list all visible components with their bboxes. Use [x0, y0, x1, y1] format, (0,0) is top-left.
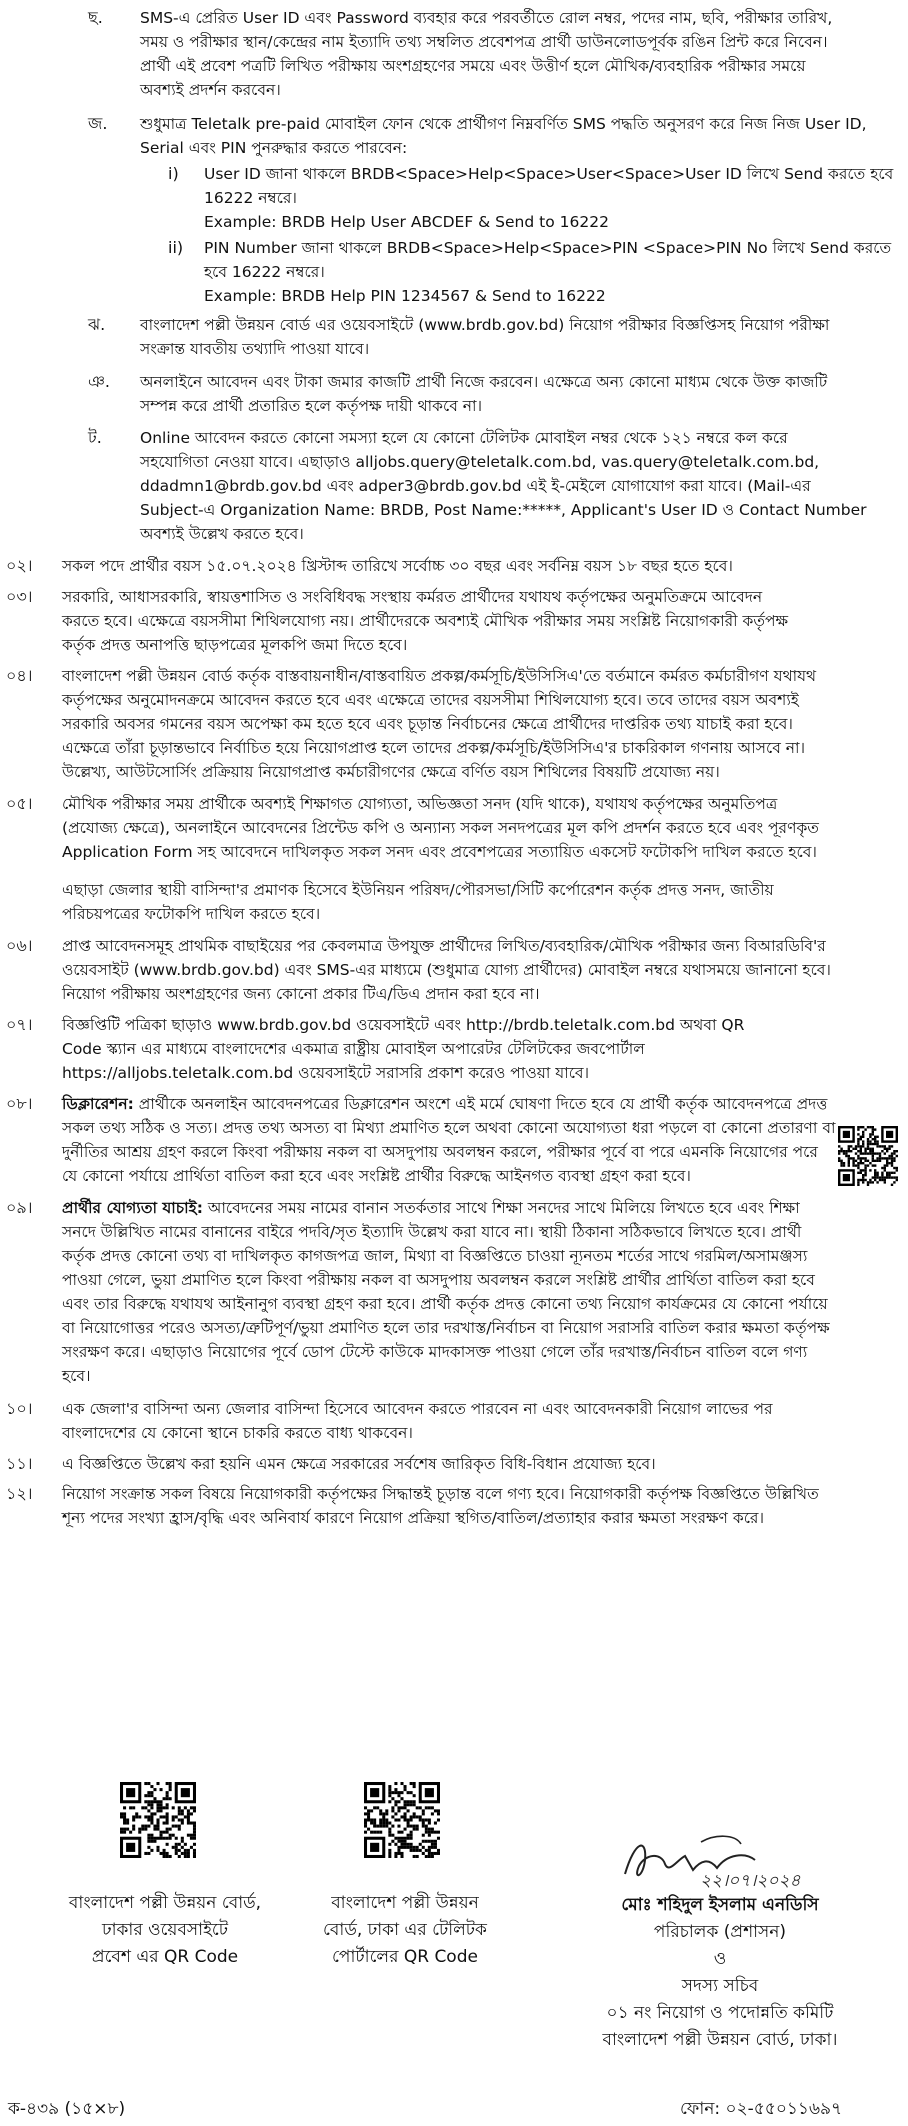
section-8-line: যে কোনো পর্যায়ে প্রার্থিতা বাতিল করা হবে এবং সংশ্লিষ্ট প্রার্থীর বিরুদ্ধে আইনগত ব্যবস্থা গ্রহণ করা হবে। [62, 1167, 691, 1186]
section-4-line: উল্লেখ্য, আউটসোর্সিং প্রক্রিয়ায় নিয়োগপ্রাপ্ত কর্মচারীগণের ক্ষেত্রে বর্ণিত বয়স শিথিলের বিষয়টি প্রযোজ্য নয়। [62, 763, 720, 781]
clause-ta-line: Online আবেদন করতে কোনো সমস্যা হলে যে কোনো টেলিটক মোবাইল নম্বর থেকে ১২১ নম্বরে কল করে [140, 429, 788, 448]
section-6-text [62, 934, 882, 1006]
qr-caption-right-line: বাংলাদেশ পল্লী উন্নয়ন [331, 1893, 479, 1913]
section-9-text [62, 1196, 882, 1388]
sms-pin-line: PIN Number জানা থাকলে BRDB<Space>Help<Space>PIN <Space>PIN No লিখে Send করতে [204, 238, 892, 257]
handwritten-signature [605, 1830, 835, 1892]
sms-user-id-text [204, 162, 894, 234]
clause-cha-line: অবশ্যই প্রদর্শন করবেন। [140, 81, 281, 99]
section-5-line [62, 864, 882, 878]
qr-caption-right-line: বোর্ড, ঢাকা এর টেলিটক [323, 1920, 487, 1940]
section-10-text [62, 1397, 882, 1445]
section-4-marker: ০৪। [6, 666, 33, 685]
signature-block [540, 1830, 900, 2054]
signatory-designation: পরিচালক (প্রশাসন) [653, 1922, 787, 1942]
signatory-organization: বাংলাদেশ পল্লী উন্নয়ন বোর্ড, ঢাকা। [602, 2030, 838, 2050]
section-4-line: কর্তৃপক্ষের অনুমোদনক্রমে আবেদন করতে হবে এবং এক্ষেত্রে তাদের বয়সসীমা শিথিলযোগ্য হবে। তবে তাদের বয়স অবশ্যই [62, 691, 799, 709]
section-8-line: দুর্নীতির আশ্রয় গ্রহণ করলে কিংবা পরীক্ষায় নকল বা অসদুপায় অবলম্বন করলে, পরীক্ষার পূর্বে বা পরে এমনকি নিয়োগের পরে [62, 1143, 818, 1162]
section-7-line: বিজ্ঞপ্তিটি পত্রিকা ছাড়াও www.brdb.gov.bd ওয়েবসাইটে এবং http://brdb.teletalk.com.bd অথবা QR [62, 1016, 745, 1035]
signatory-name: মোঃ শহিদুল ইসলাম এনডিসি [621, 1895, 819, 1915]
clause-ta-line: Subject-এ Organization Name: BRDB, Post Name:*****, Applicant's User ID ও Contact Number [140, 501, 867, 520]
section-7-marker: ০৭। [6, 1015, 33, 1035]
qr-caption-left [60, 1890, 270, 1971]
section-5-text [62, 792, 882, 926]
qr-caption-left-line: প্রবেশ এর QR Code [91, 1947, 239, 1967]
sms-user-id-line: User ID জানা থাকলে BRDB<Space>Help<Space>User<Space>User ID লিখে Send করতে হবে [204, 165, 894, 184]
section-4-line: সরকারি অবসর গমনের বয়স অপেক্ষা কম হতে হবে এবং চূড়ান্ত নির্বাচনের ক্ষেত্রে প্রার্থীদের দাপ্তরিক তথ্য যাচাই করা হবে। [62, 715, 793, 733]
section-4-text [62, 664, 882, 784]
section-12-line: শূন্য পদের সংখ্যা হ্রাস/বৃদ্ধি এবং অনিবার্য কারণে নিয়োগ প্রক্রিয়া স্থগিত/বাতিল/প্রত্যাহার করার ক্ষমতা সংরক্ষণ করে। [62, 1509, 764, 1528]
clause-nya-line: সম্পন্ন করে প্রার্থী প্রতারিত হলে কর্তৃপক্ষ দায়ী থাকবে না। [140, 396, 483, 415]
section-9-line: এবং তার বিরুদ্ধে যথাযথ আইনানুগ ব্যবস্থা গ্রহণ করা হবে। প্রার্থী কর্তৃক প্রদত্ত কোনো তথ্য নিয়োগ কার্যক্রমের যে কোনো পর্যায়ে [62, 1295, 828, 1313]
section-6-marker: ০৬। [6, 936, 33, 955]
section-9-line: আবেদনের সময় নামের বানান সতর্কতার সাথে শিক্ষা সনদের সাথে মিলিয়ে লিখতে হবে এবং শিক্ষা [202, 1199, 800, 1217]
sms-pin-line: Example: BRDB Help PIN 1234567 & Send to 16222 [204, 286, 606, 305]
section-7-text [62, 1013, 882, 1085]
section-9-line: সনদে উল্লিখিত নামের বানানের বাইরে পদবি/সৃত ইত্যাদি উল্লেখ করা যাবে না। স্থায়ী ঠিকানা সঠিকভাবে লিখতে হবে। প্রার্থী [62, 1223, 802, 1241]
section-10-line: বাংলাদেশের যে কোনো স্থানে চাকরি করতে বাধ্য থাকবেন। [62, 1424, 413, 1443]
clause-ja-line: Serial এবং PIN পুনরুদ্ধার করতে পারবেন: [140, 138, 408, 157]
clause-ta-text [140, 426, 895, 546]
section-5-line: (প্রযোজ্য ক্ষেত্রে), অনলাইনে আবেদনের প্রিন্টেড কপি ও অন্যান্য সকল সনদপত্রের মূল কপি প্রদর্শন করতে হবে এবং পূরণকৃত [62, 819, 819, 837]
sms-user-id-line: 16222 নম্বরে। [204, 189, 297, 208]
qr-caption-left-line: বাংলাদেশ পল্লী উন্নয়ন বোর্ড, [68, 1893, 262, 1913]
section-4-line: বাংলাদেশ পল্লী উন্নয়ন বোর্ড কর্তৃক বাস্তবায়নাধীন/বাস্তবায়িত প্রকল্প/কর্মসূচি/ইউসিসিএ'তে বর্তমানে কর্মরত কর্মচারীগণ যথাযথ [62, 667, 817, 685]
clause-jha-text [140, 313, 895, 361]
clause-ta-marker: ট. [88, 428, 102, 448]
section-3-line: সরকারি, আধাসরকারি, স্বায়ত্তশাসিত ও সংবিধিবদ্ধ সংস্থায় কর্মরত প্রার্থীদের যথাযথ কর্তৃপক্ষের অনুমতিক্রমে আবেদন [62, 587, 763, 606]
section-12-line: নিয়োগ সংক্রান্ত সকল বিষয়ে নিয়োগকারী কর্তৃপক্ষের সিদ্ধান্তই চূড়ান্ত বলে গণ্য হবে। নিয়োগকারী কর্তৃপক্ষ বিজ্ঞপ্তিতে উল্লিখিত [62, 1485, 819, 1504]
section-8-lead: ডিক্লারেশন: [62, 1095, 134, 1114]
sms-user-id-line: Example: BRDB Help User ABCDEF & Send to 16222 [204, 213, 609, 232]
handwritten-date: ২২।০৭।২০২৪ [700, 1871, 801, 1891]
section-9-marker: ০৯। [6, 1198, 33, 1217]
clause-nya-text [140, 370, 895, 418]
qr-code-website [120, 1782, 196, 1858]
section-9-lead: প্রার্থীর যোগ্যতা যাচাই: [62, 1199, 203, 1217]
section-12-text [62, 1482, 882, 1530]
qr-code-jobportal [838, 1126, 898, 1186]
contact-phone: ফোন: ০২-৫৫০১১৬৯৭ [680, 2099, 843, 2119]
clause-ja-text [140, 112, 895, 160]
qr-code-teletalk-portal [364, 1782, 440, 1858]
section-5-line: পরিচয়পত্রের ফটোকপি দাখিল করতে হবে। [62, 905, 321, 923]
section-5-marker: ০৫। [6, 794, 33, 813]
section-11-text [62, 1452, 882, 1476]
section-9-line: সংরক্ষণ করে। এছাড়াও নিয়োগের পূর্বে ডোপ টেস্টে কাউকে মাদকাসক্ত পাওয়া গেলে তাঁর দরখাস্ত/নির্বাচন বাতিল বলে গণ্য [62, 1343, 808, 1361]
section-8-text [62, 1092, 836, 1188]
section-3-text [62, 585, 882, 657]
clause-jha-marker: ঝ. [88, 314, 106, 334]
section-6-line: নিয়োগ পরীক্ষায় অংশগ্রহণের জন্য কোনো প্রকার টিএ/ডিএ প্রদান করা হবে না। [62, 985, 540, 1003]
section-8-line: প্রার্থীকে অনলাইন আবেদনপত্রের ডিক্লারেশন অংশে এই মর্মে ঘোষণা দিতে হবে যে প্রার্থী কর্তৃক আবেদনপত্রে প্রদত্ত [133, 1095, 828, 1114]
section-2-line: সকল পদে প্রার্থীর বয়স ১৫.০৭.২০২৪ খ্রিস্টাব্দ তারিখে সর্বোচ্চ ৩০ বছর এবং সর্বনিম্ন বয়স ১৮ বছর হতে হবে। [62, 557, 733, 576]
section-5-line: এছাড়া জেলার স্থায়ী বাসিন্দা'র প্রমাণক হিসেবে ইউনিয়ন পরিষদ/পৌরসভা/সিটি কর্পোরেশন কর্তৃক প্রদত্ত সনদ, জাতীয় [62, 881, 774, 899]
section-4-line: এক্ষেত্রে তাঁরা চূড়ান্তভাবে নির্বাচিত হয়ে নিয়োগপ্রাপ্ত হলে তাদের প্রকল্প/কর্মসূচি/ইউসিসিএ'র চাকরিকাল গণনায় আসবে না। [62, 739, 806, 757]
clause-ja-line: শুধুমাত্র Teletalk pre-paid মোবাইল ফোন থেকে প্রার্থীগণ নিম্নবর্ণিত SMS পদ্ধতি অনুসরণ করে নিজ নিজ User ID, [140, 114, 867, 133]
section-7-line: Code স্ক্যান এর মাধ্যমে বাংলাদেশের একমাত্র রাষ্ট্রীয় মোবাইল অপারেটর টেলিটকের জবপোর্টাল [62, 1040, 645, 1059]
clause-ta-line: ddadmn1@brdb.gov.bd এবং adper3@brdb.gov.bd এই ই-মেইলে যোগাযোগ করা যাবে। (Mail-এর [140, 477, 811, 496]
clause-ja-marker: জ. [88, 113, 108, 133]
clause-cha-marker: ছ. [88, 8, 103, 27]
sms-pin-marker: ii) [168, 237, 184, 257]
section-12-marker: ১২। [6, 1484, 33, 1504]
section-9-line: বা নিয়োগোত্তর পরেও অসত্য/ত্রুটিপূর্ণ/ভুয়া প্রমাণিত হলে তার দরখাস্ত/নির্বাচন বা নিয়োগ সরাসরি বাতিল করার ক্ষমতা কর্তৃপক্ষ [62, 1319, 830, 1337]
sms-pin-text [204, 236, 894, 308]
section-9-line: কর্তৃক প্রদত্ত কোনো তথ্য বা দাখিলকৃত কাগজপত্র জাল, মিথ্যা বা বিজ্ঞপ্তিতে চাওয়া ন্যূনতম শর্তের সাথে গরমিল/অসামঞ্জস্য [62, 1247, 808, 1265]
qr-caption-right-line: পোর্টালের QR Code [332, 1947, 478, 1967]
signatory-conjunction: ও [713, 1949, 727, 1969]
clause-jha-line: সংক্রান্ত যাবতীয় তথ্যাদি পাওয়া যাবে। [140, 339, 370, 358]
sms-user-id-marker: i) [168, 164, 179, 184]
signatory-role: সদস্য সচিব [681, 1976, 759, 1996]
section-3-line: কর্তৃক প্রদত্ত অনাপত্তি ছাড়পত্রের মূলকপি জমা দিতে হবে। [62, 635, 408, 654]
sms-pin-line: হবে 16222 নম্বরে। [204, 262, 325, 281]
section-5-line: মৌখিক পরীক্ষার সময় প্রার্থীকে অবশ্যই শিক্ষাগত যোগ্যতা, অভিজ্ঞতা সনদ (যদি থাকে), যথাযথ কর্তৃপক্ষের অনুমতিপত্র [62, 795, 778, 813]
clause-cha-line: সময় ও পরীক্ষার স্থান/কেন্দ্রের নাম ইত্যাদি তথ্য সম্বলিত প্রবেশপত্র প্রার্থী ডাউনলোডপূর্বক রঙিন প্রিন্ট করে নিবেন। [140, 33, 828, 51]
section-2-marker: ০২। [6, 556, 33, 576]
clause-ta-line: অবশ্যই উল্লেখ করতে হবে। [140, 525, 304, 544]
section-9-line: পাওয়া গেলে, ভুয়া প্রমাণিত হলে কিংবা পরীক্ষায় নকল বা অসদুপায় অবলম্বন করলে সংশ্লিষ্ট প্রার্থীর প্রার্থিতা বাতিল করা হবে [62, 1271, 815, 1289]
section-6-line: প্রাপ্ত আবেদনসমূহ প্রাথমিক বাছাইয়ের পর কেবলমাত্র উপযুক্ত প্রার্থীদের লিখিত/ব্যবহারিক/মৌখিক পরীক্ষার জন্য বিআরডিবি'র [62, 937, 826, 955]
section-11-line: এ বিজ্ঞপ্তিতে উল্লেখ করা হয়নি এমন ক্ষেত্রে সরকারের সর্বশেষ জারিকৃত বিধি-বিধান প্রযোজ্য হবে। [62, 1455, 656, 1473]
qr-caption-left-line: ঢাকার ওয়েবসাইটে [101, 1920, 229, 1940]
clause-nya-marker: ঞ. [88, 371, 110, 391]
section-3-line: করতে হবে। এক্ষেত্রে বয়সসীমা শিথিলযোগ্য নয়। প্রার্থীদেরকে অবশ্যই মৌখিক পরীক্ষার সময় সংশ্লিষ্ট নিয়োগকারী কর্তৃপক্ষ [62, 611, 789, 630]
footer-code: ক-৪৩৯ (১৫×৮) [8, 2099, 126, 2119]
clause-jha-line: বাংলাদেশ পল্লী উন্নয়ন বোর্ড এর ওয়েবসাইটে (www.brdb.gov.bd) নিয়োগ পরীক্ষার বিজ্ঞপ্তিসহ নিয়োগ পরীক্ষা [140, 315, 830, 334]
section-6-line: ওয়েবসাইট (www.brdb.gov.bd) এবং SMS-এর মাধ্যমে (শুধুমাত্র যোগ্য প্রার্থীদের) মোবাইল নম্বরে যথাসময়ে জানানো হবে। [62, 961, 831, 979]
clause-nya-line: অনলাইনে আবেদন এবং টাকা জমার কাজটি প্রার্থী নিজে করবেন। এক্ষেত্রে অন্য কোনো মাধ্যম থেকে উক্ত কাজটি [140, 372, 828, 391]
qr-caption-right [300, 1890, 510, 1971]
section-5-line: Application Form সহ আবেদনে দাখিলকৃত সকল সনদ এবং প্রবেশপত্রের সত্যায়িত একসেট ফটোকপি দাখিল করতে হবে। [62, 843, 817, 861]
section-8-marker: ০৮। [6, 1094, 33, 1114]
section-10-line: এক জেলা'র বাসিন্দা অন্য জেলার বাসিন্দা হিসেবে আবেদন করতে পারবেন না এবং আবেদনকারী নিয়োগ লাভের পর [62, 1400, 773, 1419]
clause-cha-text [140, 6, 895, 102]
section-8-line: সকল তথ্য সঠিক ও সত্য। প্রদত্ত তথ্য অসত্য বা মিথ্যা প্রমাণিত হলে অথবা কোনো অযোগ্যতা ধরা পড়লে বা কোনো প্রতারণা বা [62, 1119, 836, 1138]
section-2-text [62, 554, 882, 578]
section-3-marker: ০৩। [6, 586, 33, 606]
signatory-committee: ০১ নং নিয়োগ ও পদোন্নতি কমিটি [606, 2003, 834, 2023]
section-11-marker: ১১। [6, 1454, 33, 1473]
section-9-line: হবে। [62, 1367, 91, 1385]
section-10-marker: ১০। [6, 1399, 33, 1419]
clause-cha-line: SMS-এ প্রেরিত User ID এবং Password ব্যবহার করে পরবর্তীতে রোল নম্বর, পদের নাম, ছবি, পরীক্ষার তারিখ, [140, 9, 833, 27]
clause-ta-line: সহযোগিতা নেওয়া যাবে। এছাড়াও alljobs.query@teletalk.com.bd, vas.query@teletalk.com.bd, [140, 453, 820, 472]
section-7-line: https://alljobs.teletalk.com.bd ওয়েবসাইটে সরাসরি প্রকাশ করেও পাওয়া যাবে। [62, 1064, 590, 1083]
clause-cha-line: প্রার্থী এই প্রবেশ পত্রটি লিখিত পরীক্ষায় অংশগ্রহণের সময়ে এবং উত্তীর্ণ হলে মৌখিক/ব্যবহারিক পরীক্ষার সময়ে [140, 57, 806, 75]
